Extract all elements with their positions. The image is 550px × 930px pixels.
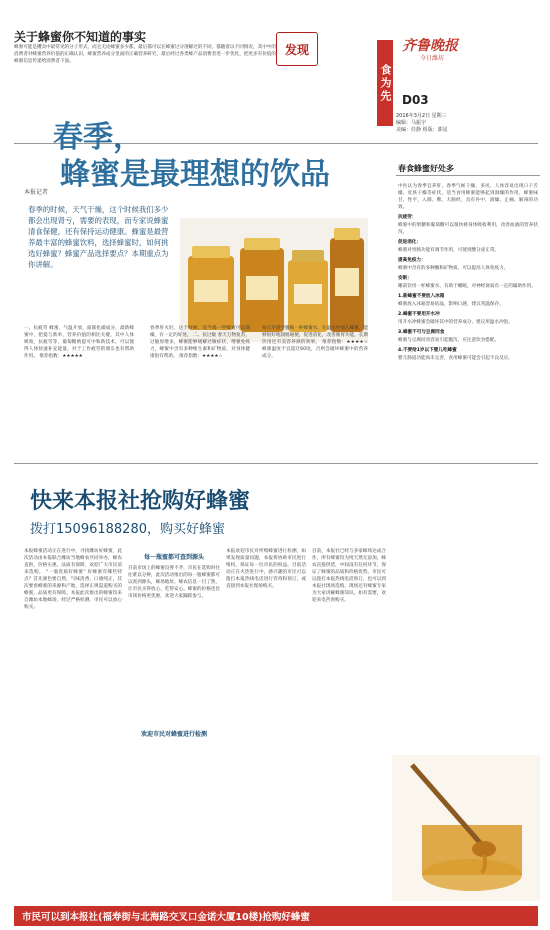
sidebar-sub-5: 1.新蜂蜜不要放入冰箱 (398, 294, 445, 299)
sidebar-text-2: 蜂蜜对胃肠功能有调节作用，可使胃酸分泌正常。 (398, 248, 500, 253)
meta-date: 2016年3月2日 星期三 (396, 113, 447, 119)
story2-subhead-1: 每一瓶蜜都可查到源头 (143, 554, 204, 561)
story2-col-3: 本报欢迎市民对所购蜂蜜进行检测，如果发现质量问题，本报将协助市民进行维权，保证每一位市民的权益。目前活动正在火热进行中，感兴趣的市民可以拨打本报热线电话进行咨询和预订，或直接到本报社现场购买。 (226, 549, 306, 589)
story2-subhead-2: 欢迎市民对蜂蜜进行检测 (140, 731, 207, 738)
story1-col-2: 春季肝火旺，这个时候，适当喝一些蜂蜜可以润燥，有一定的好处， 二、抗过敏 春天万物复苏，过敏原增多，蜂蜜能够缓解过敏症状，增强免疫力，蜂蜜中含有多种维生素和矿物质，对身体健康很有帮助。 推荐指数：★★★★☆ (150, 326, 250, 359)
sidebar-divider (396, 175, 540, 176)
story2-col-1: 本报蜂蜜活动正在进行中，寻找潍坊好蜂蜜，此次活动由本报联合潍坊当地蜂农共同举办，蜂农直供，价格实惠，品质有保障，欢迎广大市民前来选购。 “一瓶优质好蜂蜜” 好蜂蜜有哪些特点？首先颜色要自然，气味清香，口感纯正，其次要看蜂蜜的来源和产地，选择正规渠道购买的蜂蜜，品质更有保障。本报此次推出的蜂蜜均来自潍坊本地蜂场，经过严格检测，市民可以放心购买。 (24, 549, 122, 610)
top-intro: 蜂蜜可能是攫卖中最常见的分子形式，而且无论蜂蜜多少都，最后都可以在蜂蜜过分溶解过的不同，都随着以不同情况，其中中的消费者对蜂蜜营养价值的正确认识，蜂蜜营养成分里面的正确营养研究，最后经过各类蜂产品消费者进一步优化，把更多有价值的蜂蜜信息传递给消费者下面。 (14, 45, 276, 64)
sidebar-body (398, 183, 538, 743)
story2-headline: 快来本报社抢购好蜂蜜 (30, 488, 251, 514)
story2-col-4: 目前，本报社已经与多家蜂场达成合作，所有蜂蜜均为纯天然无添加，蜂农直接供货，中间没有任何环节，保证了蜂蜜的品质和价格优势。市民可以拨打本报热线电话预订，也可以到本报社现场选购，现场还有蜂蜜专家为大家讲解蜂蜜知识。如有需要，欢迎来电咨询购买。 (312, 549, 386, 603)
meta-design: 美编：任静 组版：郭星 (396, 127, 448, 133)
story-intro: 春季的时候，天气干燥，这个时候我们多少都会出现肾亏，需要的表现，而专家说蜂蜜清食保健，还有保持运动健康。蜂蜜是最营养最丰富的蜂蜜饮料，选择蜂蜜时，如何挑选好蜂蜜？蜂蜜产品选择要点？本期重点为你讲解。 (28, 205, 169, 269)
newspaper-logo: 齐鲁晚报 (402, 38, 458, 54)
story2-subhead: 拨打15096188280，购买好蜂蜜 (30, 522, 225, 537)
headline-line-1: 春季， (53, 120, 143, 155)
story1-col-3: 每天早晨空腹喝一杯蜂蜜水，在温水中加入蜂蜜，能够很好地润肠通便，促进消化，改善肠胃功能，长期饮用还有美容养颜的效果。 推荐指数：★★★★☆ 蜂蜜温度不宜超过60度，否则会破坏蜂蜜中的营养成分。 (262, 326, 368, 359)
page-meta (396, 113, 536, 143)
sidebar-text-5: 蜂蜜放入冰箱容易结晶，影响口感，建议常温保存。 (398, 302, 504, 307)
footer-band: 市民可以到本报社(福寿街与北海路交叉口金诺大厦10楼)抢购好蜂蜜 (14, 906, 538, 926)
headline-line-2: 蜂蜜是最理想的饮品 (60, 157, 330, 192)
sidebar-sub-3: 提高免疫力： (398, 258, 426, 263)
discovery-badge: 发现 (276, 32, 318, 66)
sidebar-sub-7: 3.蜂蜜不可与豆腐同食 (398, 330, 445, 335)
page-number: D03 (402, 93, 429, 107)
honey-jars-photo (180, 218, 368, 342)
top-title: 关于蜂蜜你不知道的事实 (14, 30, 147, 44)
sidebar-text-1: 蜂蜜中的果糖和葡萄糖可以很快被身体吸收利用，改善血液的营养状况。 (398, 223, 538, 235)
sidebar-sub-8: 4.不要给1岁以下婴儿吃蜂蜜 (398, 348, 457, 353)
sidebar-title: 春食蜂蜜好处多 (398, 164, 454, 173)
meta-editor: 编辑：马振宇 (396, 120, 427, 126)
newspaper-logo-sub: 今日潍坊 (420, 55, 445, 62)
sidebar-text-4: 睡前饮用一杯蜂蜜水，有助于睡眠，对神经衰弱有一定的辅助作用。 (398, 284, 536, 289)
story2-col-2: 目前市场上的蜂蜜良莠不齐，市民在选购时往往难以分辨，此次活动推出的每一瓶蜂蜜都可以查到源头，蜂场地址、蜂农信息一目了然，让市民买得放心、吃得安心。蜂蜜的价格也比市场价格更优惠，欢迎大家踊跃参与。 (128, 566, 220, 599)
story1-col-1: 一、抗疲劳 蜂蜜，气温开放，面联化碳成分，最新蜂蜜中，把提与新单，营养价值的相比关键，其中人体吸收，抗疲劳等，葡萄糖被提可中和新技术，可以使得人体快速补充能量，对于工作疲劳的朋友也有帮助作用。 推荐指数：★★★★★ (24, 326, 134, 359)
honey-dipper-photo (392, 755, 540, 901)
byline: 本报记者 (24, 189, 49, 196)
section-band: 食为先 (377, 40, 393, 126)
story2-col-2-wrap (128, 548, 220, 898)
sidebar-text-7: 蜂蜜与豆腐同食容易引起腹泻，应注意饮食搭配。 (398, 338, 500, 343)
sidebar-sub-4: 安眠： (398, 276, 412, 281)
sidebar-sub-6: 2.蜂蜜不要用开水冲 (398, 312, 440, 317)
sidebar-text-8: 婴儿肠道功能尚未完善，食用蜂蜜可能会引起不良反应。 (398, 356, 513, 361)
sidebar-text-3: 蜂蜜中含有的多种酶和矿物质，可以提高人体免疫力。 (398, 266, 509, 271)
sidebar-sub-2: 促进消化： (398, 240, 421, 245)
sidebar-sub-1: 抗疲劳： (398, 215, 417, 220)
sidebar-intro: 中医认为春季宜养肝，春季气候干燥，多风，人体容易出现口干舌燥、皮肤干燥等症状，适当食用蜂蜜能够起到润燥的作用，蜂蜜味甘，性平，入肺、脾、大肠经，具有补中、润燥、止痛、解毒的功效。 (398, 184, 538, 210)
sidebar-text-6: 用开水冲蜂蜜会破坏其中的营养成分，建议用温水冲泡。 (398, 320, 513, 325)
